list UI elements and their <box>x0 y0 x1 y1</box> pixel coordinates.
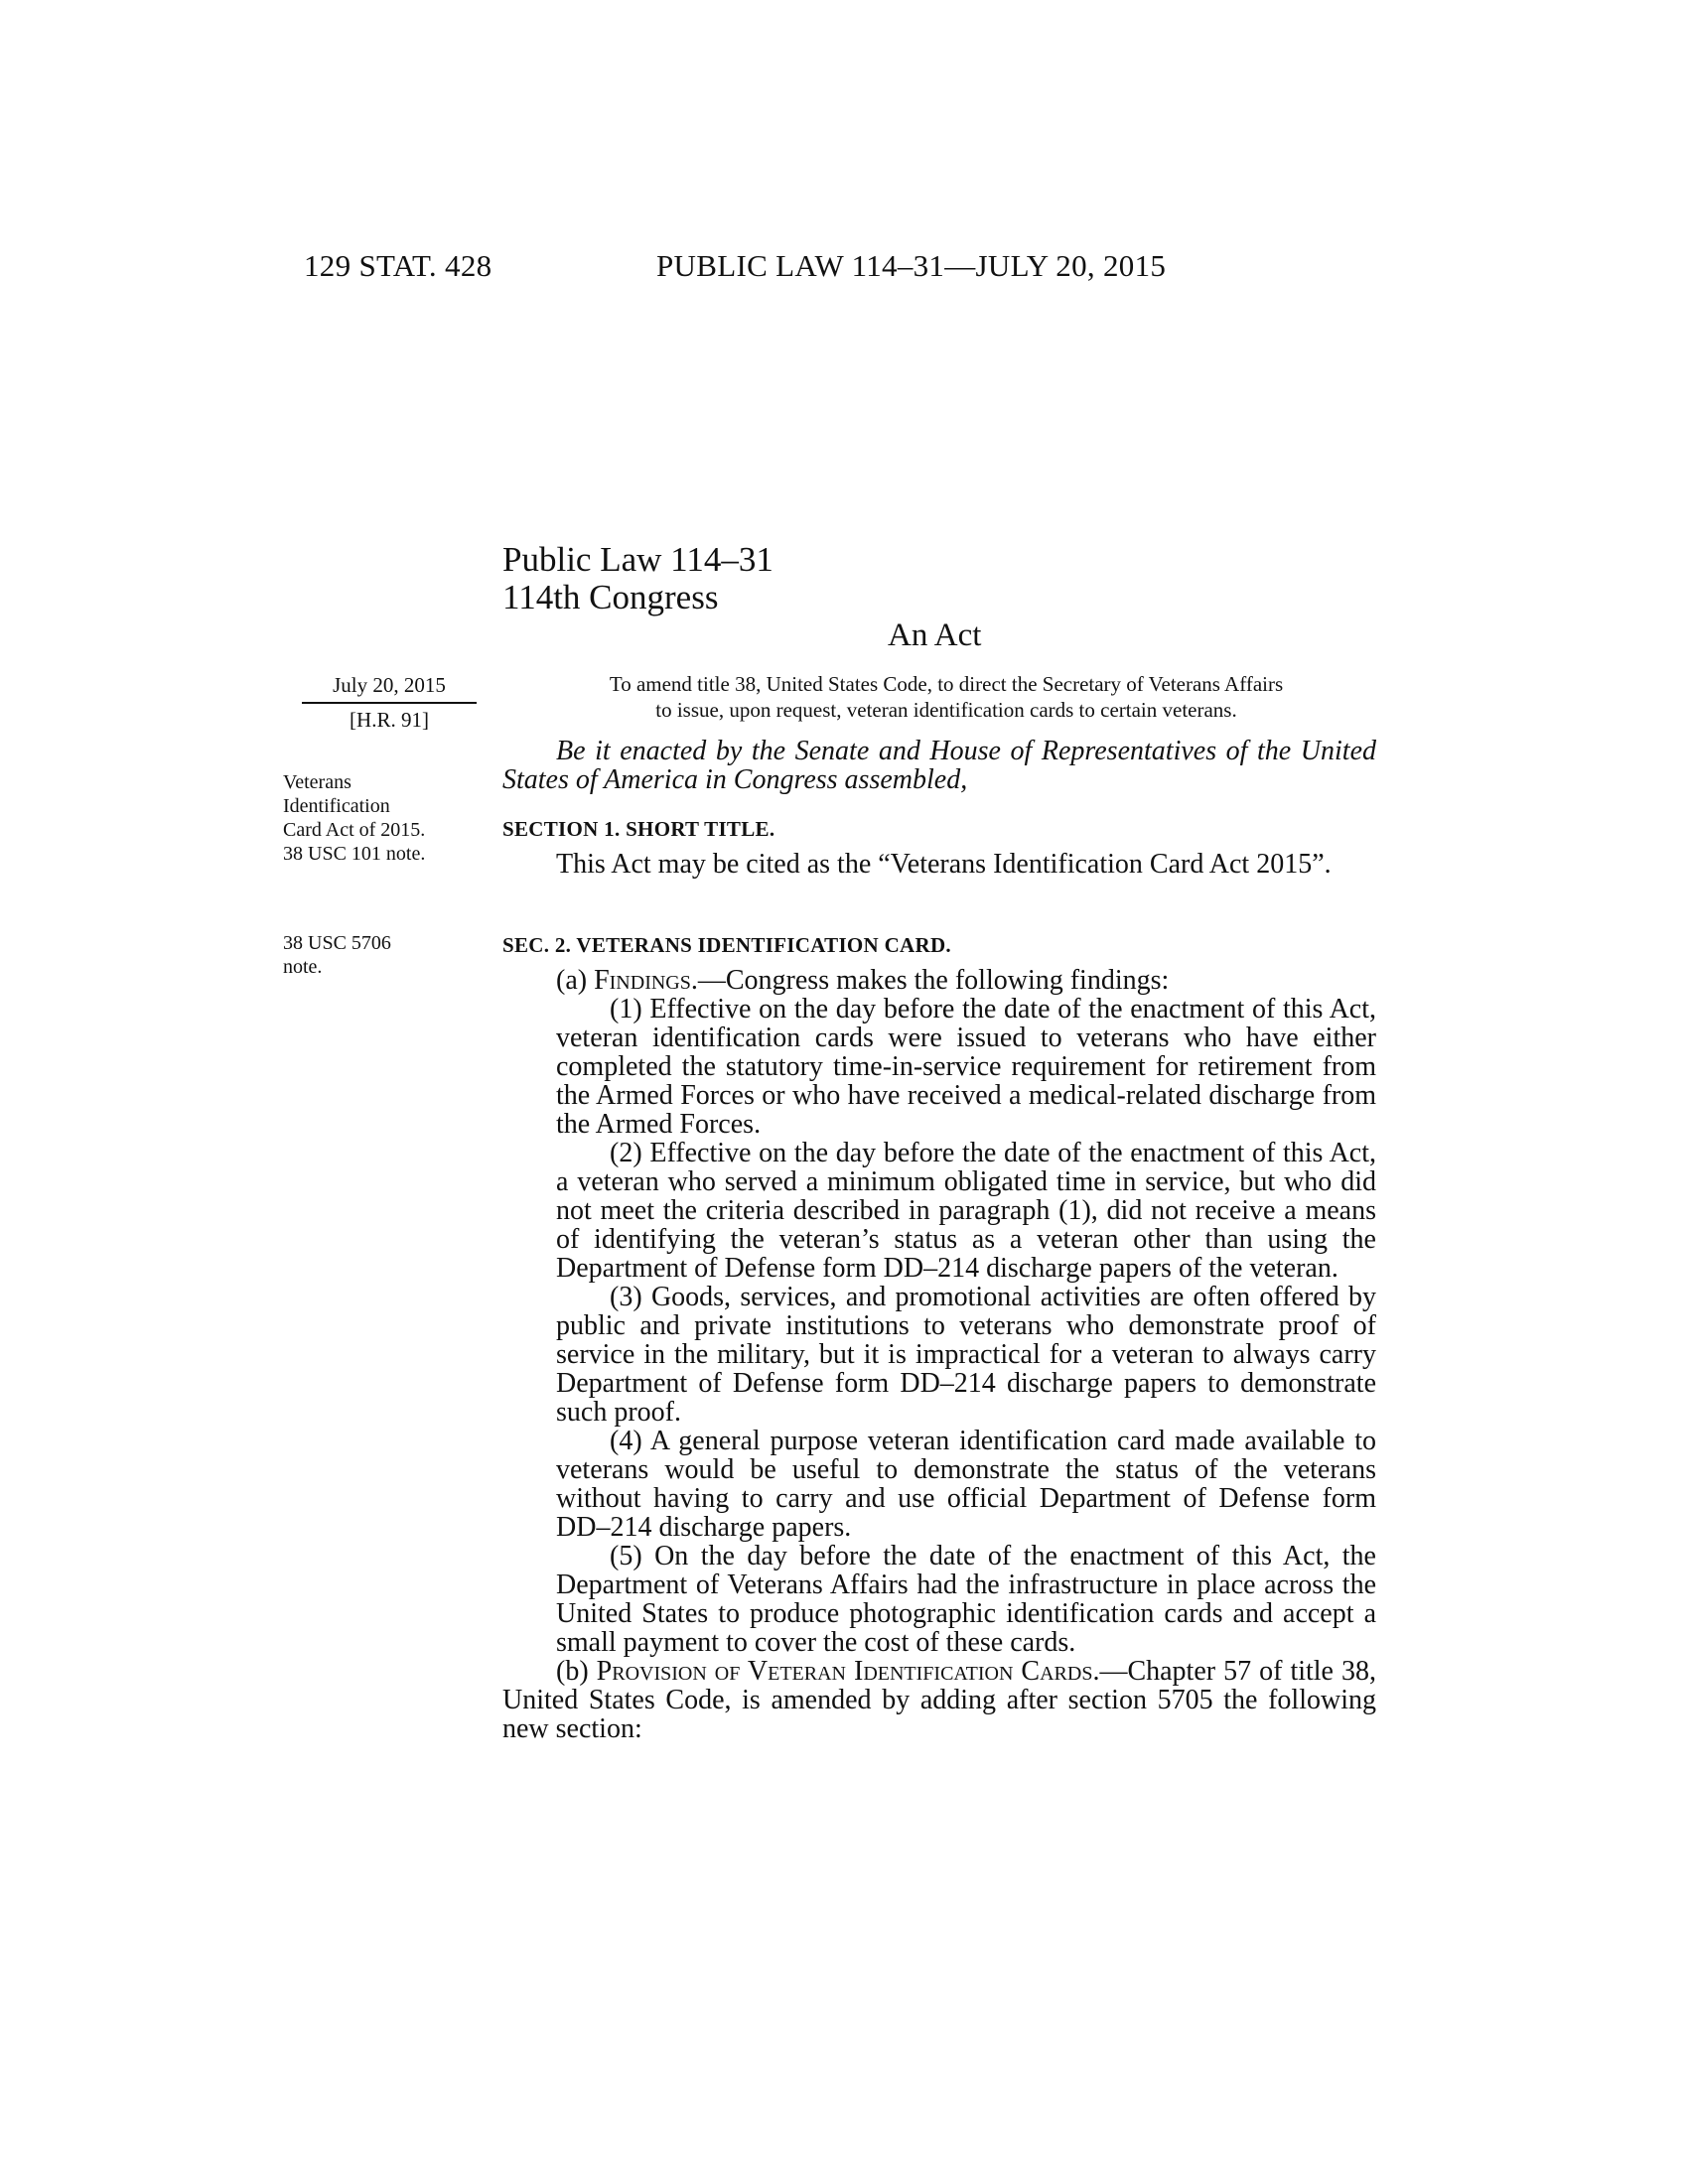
congress-number: 114th Congress <box>502 578 719 616</box>
margin-note-line: Identification <box>283 795 390 817</box>
margin-note-line: Veterans <box>283 771 352 793</box>
subsection-a-label: (a) <box>556 965 595 996</box>
an-act-heading: An Act <box>888 617 982 653</box>
finding-2: (2) Effective on the day before the date of the enactment of this Act, a veteran who served a minimum obligated time in service, but who did not meet the criteria described in paragraph (1), did not receive a means of identifying the veteran’s status as a veteran other than using the Department of Defense form DD–214 discharge papers of the veteran. <box>556 1138 1376 1284</box>
margin-rule <box>302 702 477 704</box>
enactment-date: July 20, 2015 <box>333 673 446 697</box>
margin-note-line: 38 USC 101 note. <box>283 843 426 865</box>
section-1-body <box>502 850 1376 879</box>
margin-note-line: 38 USC 5706 <box>283 932 391 954</box>
enacting-clause: Be it enacted by the Senate and House of Representatives of the United States of America in Congress assembled, <box>502 736 1376 795</box>
margin-note-line: Card Act of 2015. <box>283 819 426 841</box>
margin-note-line: note. <box>283 956 323 978</box>
bill-number: [H.R. 91] <box>350 708 429 732</box>
stat-page-number: 129 STAT. 428 <box>304 248 492 283</box>
public-law-number: Public Law 114–31 <box>502 540 774 579</box>
enacting-clause-block <box>502 737 1376 794</box>
section-2-body <box>502 966 1376 1743</box>
finding-5: (5) On the day before the date of the enactment of this Act, the Department of Veterans Affairs had the infrastructure in place across the United States to produce photographic identification cards and accept a small payment to cover the cost of these cards. <box>556 1541 1376 1658</box>
subsection-a-caption: Findings <box>594 965 691 996</box>
purpose-line-2: to issue, upon request, veteran identification cards to certain veterans. <box>655 698 1237 722</box>
findings-list <box>502 995 1376 1657</box>
purpose-clause <box>524 671 1368 723</box>
subsection-b <box>502 1657 1376 1743</box>
law-date-header: PUBLIC LAW 114–31—JULY 20, 2015 <box>656 248 1167 283</box>
section-2-heading: SEC. 2. VETERANS IDENTIFICATION CARD. <box>502 933 951 957</box>
margin-date-block <box>302 672 477 733</box>
margin-note-section-2 <box>283 931 391 979</box>
purpose-line-1: To amend title 38, United States Code, to direct the Secretary of Veterans Affairs <box>609 672 1284 696</box>
section-1-text: This Act may be cited as the “Veterans Identification Card Act 2015”. <box>556 849 1332 880</box>
section-1-heading: SECTION 1. SHORT TITLE. <box>502 817 775 841</box>
subsection-b-label: (b) <box>556 1656 597 1687</box>
finding-4: (4) A general purpose veteran identification card made available to veterans would be useful to demonstrate the status of the veterans without having to carry and use official Department of Defense form DD–214 discharge papers. <box>556 1426 1376 1543</box>
subsection-a <box>502 966 1376 995</box>
finding-1: (1) Effective on the day before the date of the enactment of this Act, veteran identification cards were issued to veterans who have either completed the statutory time-in-service requirement for retirement from the Armed Forces or who have received a medical-related discharge from the Armed Forces. <box>556 994 1376 1140</box>
law-title-block <box>502 541 774 616</box>
subsection-b-caption: Provision of Veteran Identification Cards <box>596 1656 1093 1687</box>
subsection-a-text: .—Congress makes the following findings: <box>690 965 1170 996</box>
finding-3: (3) Goods, services, and promotional activities are often offered by public and private institutions to veterans who demonstrate proof of service in the military, but it is impractical for a veteran to always carry Department of Defense form DD–214 discharge papers to demonstrate such proof. <box>556 1282 1376 1428</box>
margin-note-short-title <box>283 770 425 866</box>
subsection-b-text: .—Chapter 57 of title 38, United States Code, is amended by adding after section 5705 the following new section: <box>502 1656 1376 1744</box>
